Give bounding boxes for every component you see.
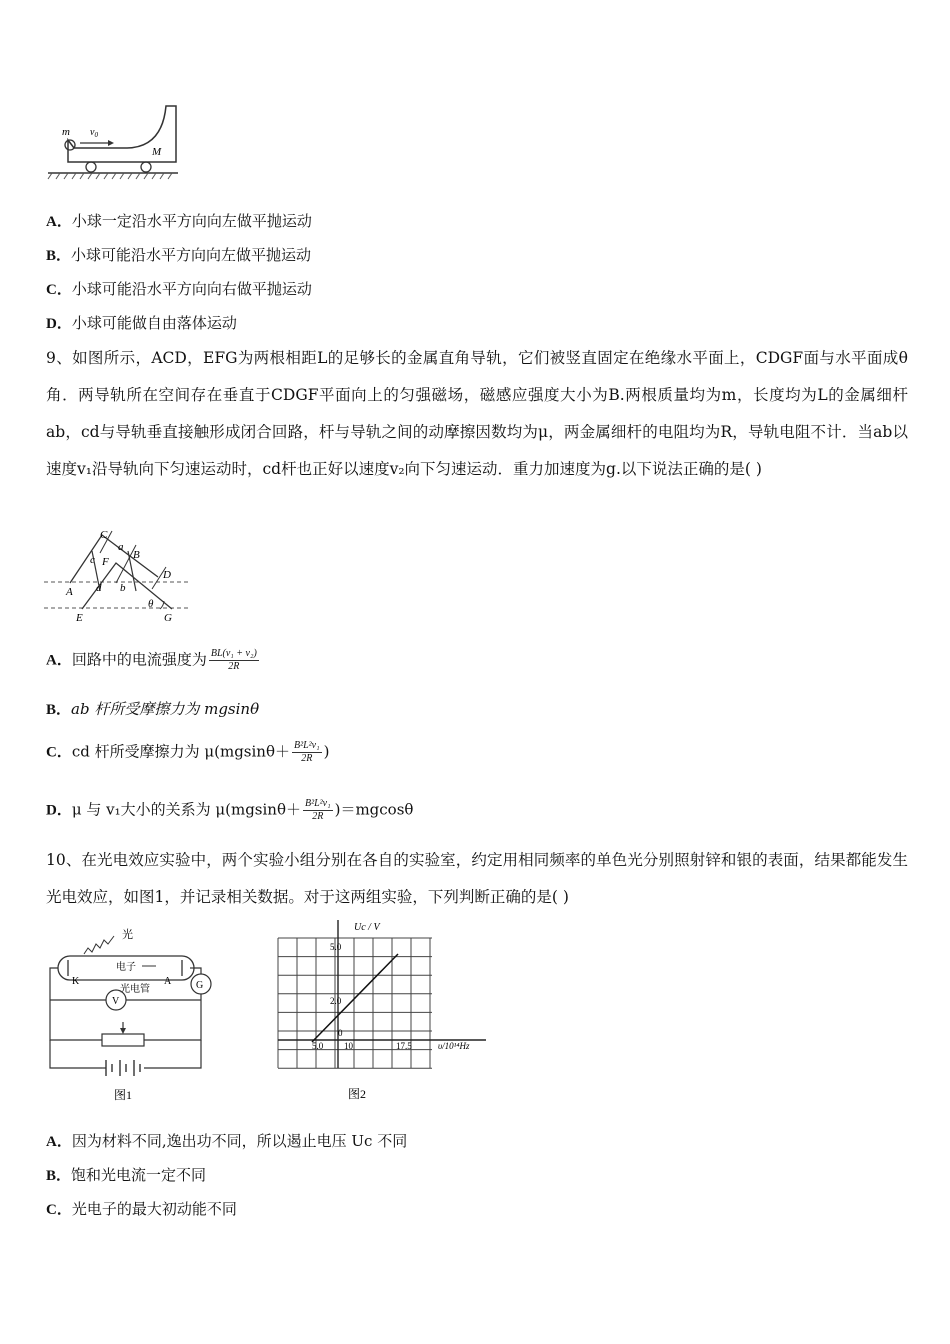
q8-option-c: C．小球可能沿水平方向向右做平抛运动 — [46, 280, 312, 298]
q8-option-a: A．小球一定沿水平方向向左做平抛运动 — [46, 212, 312, 230]
label-b: b — [120, 582, 126, 594]
q9-figure — [40, 525, 200, 625]
y-axis-label: Uc / V — [354, 922, 380, 933]
q9-option-b: B．ab 杆所受摩擦力为 mgsinθ — [46, 700, 260, 718]
fig1-caption: 图1 — [114, 1088, 133, 1102]
q8-option-d: D．小球可能做自由落体运动 — [46, 314, 237, 332]
x-tick-5: 5.0 — [312, 1041, 324, 1051]
label-E: E — [76, 612, 83, 624]
label-A: A — [164, 976, 172, 987]
label-electron: 电子 — [116, 962, 136, 973]
q10-figure-1 — [44, 922, 219, 1107]
x-tick-17-5: 17.5 — [396, 1041, 412, 1051]
q10-option-a: A．因为材料不同,逸出功不同，所以遏止电压 Uc 不同 — [46, 1132, 408, 1150]
fig2-caption: 图2 — [348, 1087, 367, 1101]
q10-option-b: B．饱和光电流一定不同 — [46, 1166, 207, 1184]
label-m: m — [62, 126, 70, 138]
q9-option-a: A．回路中的电流强度为 $\frac{\text{BL(v₁ + v₂)}}{2R}$ — [46, 648, 257, 672]
y-tick-2: 2.0 — [330, 996, 342, 1006]
label-tube: 光电管 — [120, 984, 150, 995]
label-d: d — [96, 582, 102, 594]
y-tick-5: 5.0 — [330, 942, 342, 952]
q10-option-c: C．光电子的最大初动能不同 — [46, 1200, 237, 1218]
chart-line — [312, 954, 398, 1042]
q9-stem: 9、如图所示，ACD，EFG为两根相距L的足够长的金属直角导轨，它们被竖直固定在绝缘水平面上，CDGF面与水平面成θ角．两导轨所在空间存在垂直于CDGF平面向上的匀强磁场，磁感应强度大小为B.两根质量均为m，长度均为L的金属细杆ab，cd与导轨垂直接触形成闭合回路，杆与导轨之间的动摩擦因数均为μ，两金属细杆的电阻均为R，导轨电阻不计．当ab以速度v₁沿导轨向下匀速运动时，cd杆也正好以速度v₂向下匀速运动．重力加速度为g.以下说法正确的是( ) — [46, 349, 908, 478]
label-A: A — [66, 586, 73, 598]
label-c: c — [90, 554, 95, 566]
label-M: M — [152, 146, 162, 158]
q8-option-b: B．小球可能沿水平方向向左做平抛运动 — [46, 246, 312, 264]
label-G: G — [164, 612, 172, 624]
y-tick-0: 0 — [338, 1028, 343, 1038]
q10-figure-2 — [272, 918, 492, 1106]
x-axis-label: υ/10¹⁴Hz — [438, 1041, 470, 1051]
label-F: F — [102, 556, 109, 568]
q9-option-c: C．cd 杆所受摩擦力为 μ(mgsinθ＋ $\frac{\text{B²L²v₁}}{2R}$ ) — [46, 740, 330, 764]
label-theta: θ — [148, 598, 154, 610]
q10-stem: 10、在光电效应实验中，两个实验小组分别在各自的实验室，约定用相同频率的单色光分别照射锌和银的表面，结果都能发生光电效应，如图1，并记录相关数据。对于这两组实验，下列判断正确的是( ) — [46, 851, 908, 906]
q9-option-d: D．μ 与 v₁大小的关系为 μ(mgsinθ＋ $\frac{\text{B²L²v₁}}{2R}$ )＝mgcosθ — [46, 798, 414, 822]
q8-figure — [44, 100, 184, 185]
label-v0: $v_0$ — [90, 127, 98, 139]
label-C: C — [100, 529, 108, 541]
label-a: a — [118, 541, 124, 553]
x-tick-10: 10 — [344, 1041, 353, 1051]
label-light: 光 — [122, 929, 133, 941]
label-V: V — [112, 996, 120, 1007]
label-D: D — [163, 569, 171, 581]
label-B: B — [133, 549, 140, 561]
label-G: G — [196, 980, 204, 991]
label-K: K — [72, 976, 80, 987]
